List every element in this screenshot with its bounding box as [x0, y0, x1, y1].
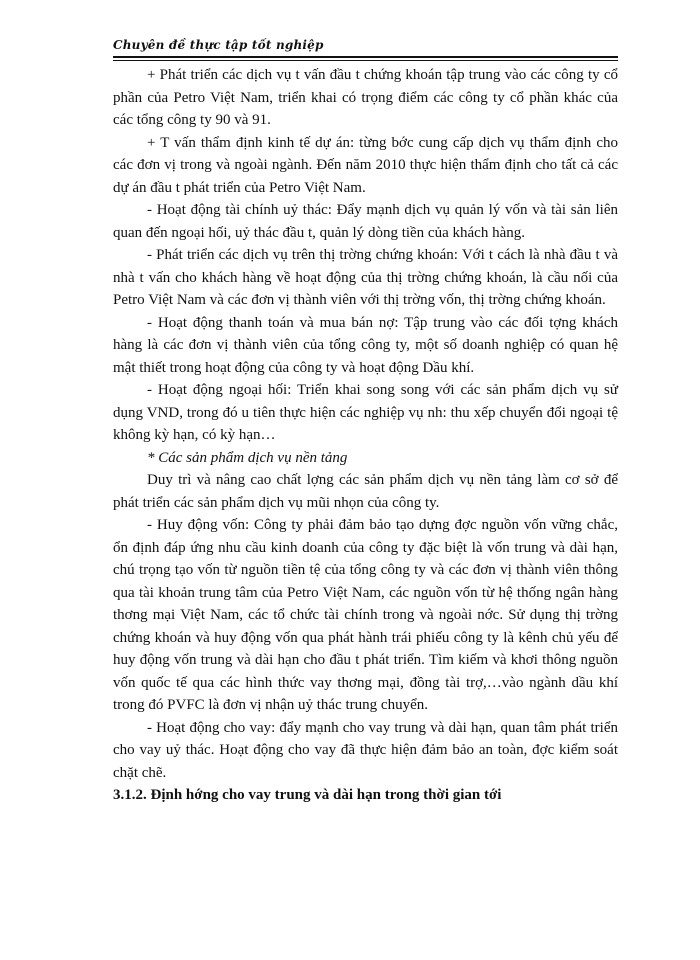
- page-header-title: Chuyên đề thực tập tốt nghiệp: [113, 38, 324, 52]
- paragraph-project-appraisal: + T vấn thẩm định kinh tế dự án: từng bớc cung cấp dịch vụ thẩm định cho các đơn vị trong và ngoài ngành. Đến năm 2010 thực hiện thẩm định cho tất cả các dự án đầu t phát triển của Petro Việt Nam.: [113, 134, 618, 196]
- paragraph-investment-advisory: + Phát triển các dịch vụ t vấn đầu t chứng khoán tập trung vào các công ty cổ phần của Petro Việt Nam, triển khai có trọng điểm các công ty cổ phần khác của các tổng công ty 90 và 91.: [113, 67, 618, 128]
- paragraph-core-products-intro: Duy trì và nâng cao chất lợng các sản phẩm dịch vụ nền tảng làm cơ sở để phát triển các sản phẩm dịch vụ mũi nhọn của công ty.: [113, 472, 618, 511]
- paragraph-payment-debt-trading: - Hoạt động thanh toán và mua bán nợ: Tập trung vào các đối tợng khách hàng là các đơn vị thành viên của tổng công ty, một số doanh nghiệp có quan hệ mật thiết trong hoạt động của công ty và hoạt động Dầu khí.: [113, 314, 618, 376]
- paragraph-capital-mobilization: - Huy động vốn: Công ty phải đảm bảo tạo dựng đợc nguồn vốn vững chắc, ổn định đáp ứng nhu cầu kinh doanh của công ty đặc biệt là vốn trung và dài hạn, chú trọng tạo vốn từ nguồn tiền tệ của tổng công ty và các đơn vị thành viên thông qua tài khoản trung tâm của Petro Việt Nam, các nguồn vốn từ hệ thống ngân hàng thơng mại Việt Nam, các tổ chức tài chính trong và ngoài nớc. Sử dụng thị trờng chứng khoán và huy động vốn qua phát hành trái phiếu công ty là kênh chủ yếu để huy động vốn trung và dài hạn cho đầu t phát triển. Tìm kiếm và khơi thông nguồn vốn quốc tế qua các hình thức vay thơng mại, đồng tài trợ,…vào ngành dầu khí trong đó PVFC là đơn vị nhận uỷ thác trung chuyển.: [113, 517, 618, 713]
- document-body: [113, 64, 618, 807]
- paragraph-foreign-exchange: - Hoạt động ngoại hối: Triển khai song song với các sản phẩm dịch vụ sử dụng VND, trong đó u tiên thực hiện các nghiệp vụ nh: thu xếp chuyển đổi ngoại tệ không kỳ hạn, có kỳ hạn…: [113, 382, 618, 443]
- subheading-core-products: * Các sản phẩm dịch vụ nền tảng: [147, 449, 348, 466]
- header-rule-thin: [113, 60, 618, 61]
- paragraph-trust-finance: - Hoạt động tài chính uỷ thác: Đẩy mạnh dịch vụ quản lý vốn và tài sản liên quan đến ngoại hối, uỷ thác đầu t, quản lý dòng tiền của khách hàng.: [113, 202, 618, 241]
- header-rule: [113, 56, 618, 58]
- paragraph-securities-services: - Phát triển các dịch vụ trên thị trờng chứng khoán: Với t cách là nhà đầu t và nhà t vấn cho khách hàng về hoạt động của thị trờng chứng khoán, là cầu nối của Petro Việt Nam và các đơn vị thành viên với thị trờng vốn, thị trờng chứng khoán.: [113, 247, 618, 308]
- section-heading-3-1-2: 3.1.2. Định hớng cho vay trung và dài hạn trong thời gian tới: [113, 787, 502, 803]
- paragraph-lending: - Hoạt động cho vay: đẩy mạnh cho vay trung và dài hạn, quan tâm phát triển cho vay uỷ thác. Hoạt động cho vay đã thực hiện đảm bảo an toàn, đợc kiểm soát chặt chẽ.: [113, 719, 618, 781]
